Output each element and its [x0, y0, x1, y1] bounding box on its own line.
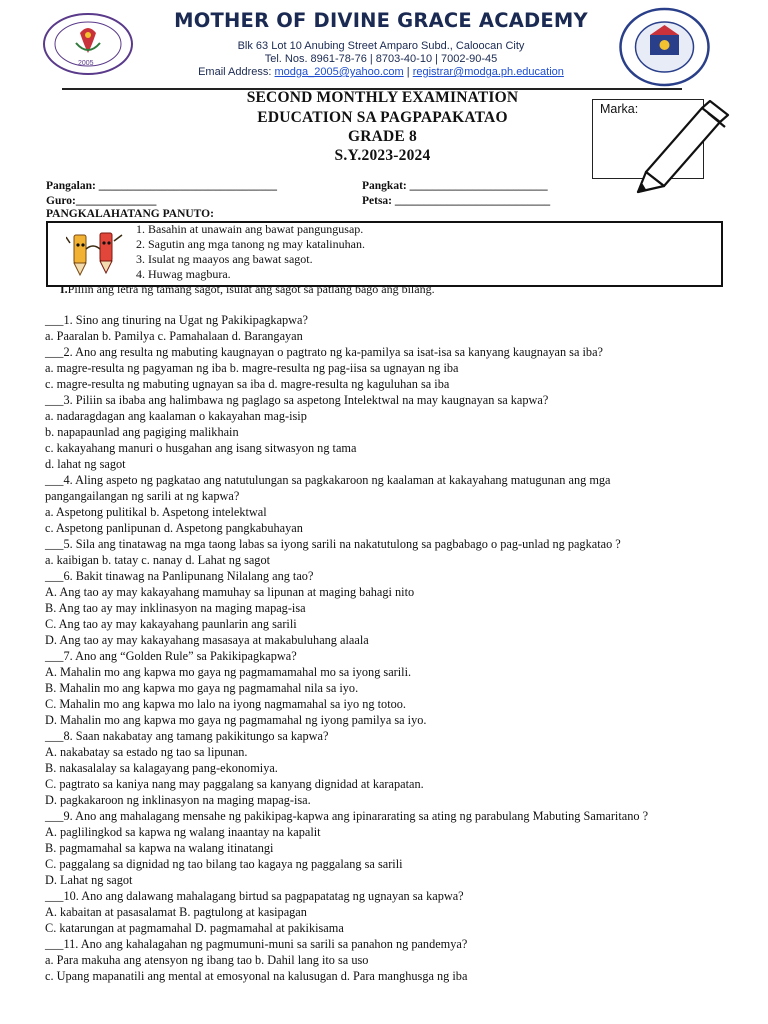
- email-separator: |: [403, 66, 413, 78]
- deped-seal-bottom-text: [417, 7, 429, 8]
- instructions-box: [46, 221, 723, 287]
- school-email-line: [146, 66, 616, 78]
- choice-line: D. Lahat ng sagot: [45, 873, 133, 887]
- choice-line: a. magre-resulta ng pagyaman ng iba b. magre-resulta ng pag-iisa sa ugnayan ng iba: [45, 361, 459, 375]
- choice-line: C. katarungan at pagmamahal D. pagmamahal at pakikisama: [45, 921, 344, 935]
- question-line: ___7. Ano ang “Golden Rule” sa Pakikipagkapwa?: [45, 649, 297, 663]
- choice-line: c. kakayahang manuri o husgahan ang isang sitwasyon ng tama: [45, 441, 357, 455]
- choice-line: b. napapaunlad ang pagiging malikhain: [45, 425, 239, 439]
- choice-line: C. Ang tao ay may kakayahang paunlarin ang sarili: [45, 617, 297, 631]
- choice-line: B. Mahalin mo ang kapwa mo gaya ng pagmamahal nila sa iyo.: [45, 681, 359, 695]
- school-logo-year: 2005: [78, 60, 94, 67]
- question-line: ___1. Sino ang tinuring na Ugat ng Pakikipagkapwa?: [45, 313, 308, 327]
- choice-line: A. nakabatay sa estado ng tao sa lipunan.: [45, 745, 248, 759]
- part-number: I.: [60, 282, 68, 296]
- choice-line: D. Mahalin mo ang kapwa mo gaya ng pagmamahal ng iyong pamilya sa iyo.: [45, 713, 427, 727]
- choice-line: a. Paaralan b. Pamilya c. Pamahalaan d. Barangayan: [45, 329, 303, 343]
- choice-line: A. Mahalin mo ang kapwa mo gaya ng pagmamamahal mo sa iyong sarili.: [45, 665, 412, 679]
- school-logo: [42, 13, 134, 75]
- school-telephone: Tel. Nos. 8961-78-76 | 8703-40-10 | 7002-90-45: [264, 53, 498, 65]
- question-line: ___5. Sila ang tinatawag na mga taong labas sa iyong sarili na nakatutulong sa pagbabago o pag-unlad ng pagkatao ?: [45, 537, 621, 551]
- choice-line: a. nadaragdagan ang kaalaman o kakayahan mag-isip: [45, 409, 307, 423]
- choice-line: a. Para makuha ang atensyon ng ibang tao b. Dahil lang ito sa uso: [45, 953, 369, 967]
- instruction-item: 4. Huwag magbura.: [136, 267, 231, 281]
- choice-line: a. kaibigan b. tatay c. nanay d. Lahat ng sagot: [45, 553, 271, 567]
- petsa-field[interactable]: Petsa: ___________________________: [362, 195, 551, 207]
- question-line: ___11. Ano ang kahalagahan ng pagmumuni-muni sa sarili sa panahon ng pandemya?: [45, 937, 468, 951]
- school-name: MOTHER OF DIVINE GRACE ACADEMY: [174, 9, 588, 32]
- choice-line: B. nakasalalay sa kalagayang pang-ekonomiya.: [45, 761, 278, 775]
- choice-line: A. Ang tao ay may kakayahang mamuhay sa lipunan at maging bahagi nito: [45, 585, 415, 599]
- email-link-registrar[interactable]: registrar@modga.ph.education: [412, 66, 564, 78]
- choice-line: c. Upang mapanatili ang mental at emosyonal na kalusugan d. Para manghusga ng iba: [45, 969, 468, 983]
- choice-line: A. paglilingkod sa kapwa ng walang inaantay na kapalit: [45, 825, 321, 839]
- email-label: Email Address:: [198, 66, 275, 78]
- instruction-item: 1. Basahin at unawain ang bawat pangungusap.: [136, 222, 364, 236]
- question-line-cont: pangangailangan ng sarili at ng kapwa?: [45, 489, 240, 503]
- choice-line: B. Ang tao ay may inklinasyon na maging mapag-isa: [45, 601, 306, 615]
- pencils-clipart-icon: [66, 229, 128, 279]
- question-line: ___6. Bakit tinawag na Panlipunang Nilalang ang tao?: [45, 569, 314, 583]
- choice-line: B. pagmamahal sa kapwa na walang itinatangi: [45, 841, 274, 855]
- instruction-item: 3. Isulat ng maayos ang bawat sagot.: [136, 252, 313, 266]
- choice-line: d. lahat ng sagot: [45, 457, 126, 471]
- exam-subject: EDUCATION SA PAGPAPAKATAO: [257, 109, 508, 126]
- question-line: ___9. Ano ang mahalagang mensahe ng pakikipag-kapwa ang ipinararating sa ating ng parabulang Mabuting Samaritano ?: [45, 809, 649, 823]
- score-label: Marka:: [600, 102, 639, 116]
- choice-line: A. kabaitan at pasasalamat B. pagtulong at kasipagan: [45, 905, 307, 919]
- choice-line: D. Ang tao ay may kakayahang masasaya at makabuluhang alaala: [45, 633, 369, 647]
- pangalan-field[interactable]: Pangalan: _______________________________: [46, 180, 277, 192]
- choice-line: C. Mahalin mo ang kapwa mo lalo na iyong nagmamahal sa iyo ng totoo.: [45, 697, 406, 711]
- choice-line: C. pagtrato sa kaniya nang may paggalang sa kanyang dignidad at karapatan.: [45, 777, 424, 791]
- question-line: ___8. Saan nakabatay ang tamang pakikitungo sa kapwa?: [45, 729, 329, 743]
- guro-field[interactable]: Guro:______________: [46, 195, 157, 207]
- choice-line: c. Aspetong panlipunan d. Aspetong pangkabuhayan: [45, 521, 303, 535]
- part-text: Piliin ang letra ng tamang sagot, isulat ang sagot sa patlang bago ang bilang.: [67, 282, 435, 296]
- question-line: ___2. Ano ang resulta ng mabuting kaugnayan o pagtrato ng ka-pamilya sa isat-isa sa kanyang kaugnayan sa iba?: [45, 345, 603, 359]
- choice-line: D. pagkakaroon ng inklinasyon na maging mapag-isa.: [45, 793, 311, 807]
- part-one-instruction: [60, 282, 435, 297]
- question-line: ___4. Aling aspeto ng pagkatao ang natutulungan sa pagkakaroon ng kaalaman at kakayahang matugunan ang mga: [45, 473, 611, 487]
- choice-line: a. Aspetong pulitikal b. Aspetong intelektwal: [45, 505, 267, 519]
- pencil-icon: [620, 100, 732, 198]
- deped-seal: [617, 7, 712, 87]
- pangkat-field[interactable]: Pangkat: ________________________: [362, 180, 548, 192]
- instructions-heading: PANGKALAHATANG PANUTO:: [46, 208, 214, 220]
- instruction-item: 2. Sagutin ang mga tanong ng may katalinuhan.: [136, 237, 365, 251]
- choice-line: c. magre-resulta ng mabuting ugnayan sa iba d. magre-resulta ng kaguluhan sa iba: [45, 377, 450, 391]
- exam-school-year: S.Y.2023-2024: [334, 147, 431, 164]
- exam-grade: GRADE 8: [347, 128, 417, 145]
- question-line: ___3. Piliin sa ibaba ang halimbawa ng paglago sa aspetong Intelektwal na may kaugnayan sa kapwa?: [45, 393, 549, 407]
- exam-title: SECOND MONTHLY EXAMINATION: [246, 89, 519, 106]
- choice-line: C. paggalang sa dignidad ng tao bilang tao kagaya ng paggalang sa sarili: [45, 857, 403, 871]
- email-link-yahoo[interactable]: modga_2005@yahoo.com: [274, 66, 404, 78]
- school-address: Blk 63 Lot 10 Anubing Street Amparo Subd., Caloocan City: [237, 40, 525, 52]
- question-line: ___10. Ano ang dalawang mahalagang birtud sa pagpapatatag ng ugnayan sa kapwa?: [45, 889, 464, 903]
